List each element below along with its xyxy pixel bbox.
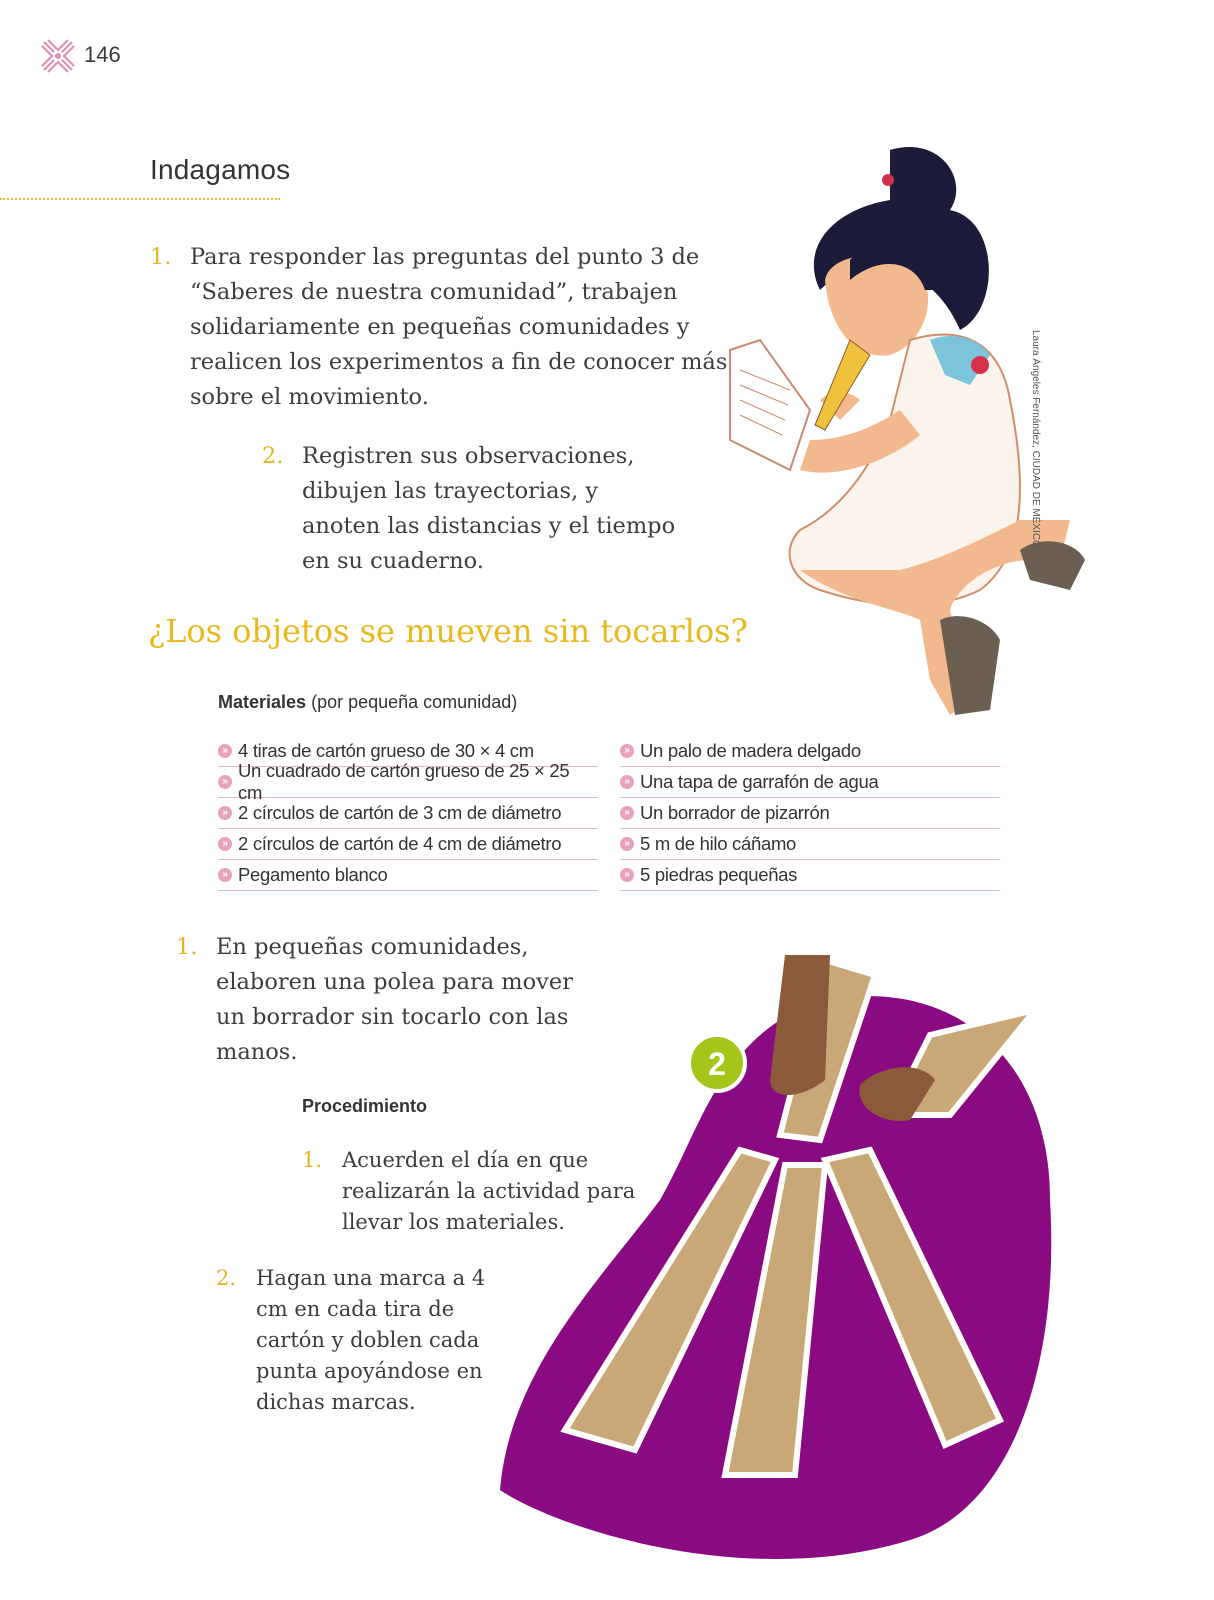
- cardboard-strips-photo: [490, 950, 1214, 1600]
- chevron-right-icon: »: [620, 868, 634, 882]
- step-text: Acuerden el día en que realizarán la actividad para llevar los materiales.: [342, 1148, 636, 1234]
- list-item: » Un cuadrado de cartón grueso de 25 × 25 cm: [218, 767, 598, 798]
- materials-heading: [218, 692, 517, 713]
- materials-list-left: [218, 736, 598, 891]
- activity-subtitle: ¿Los objetos se mueven sin tocarlos?: [148, 612, 748, 650]
- illustrator-credit: Laura Ángeles Fernández, CIUDAD DE MÉXICO: [1030, 330, 1041, 548]
- procedure-step-1: [302, 1145, 642, 1238]
- step-number: 2.: [216, 1266, 237, 1290]
- step-badge: 2: [708, 1046, 726, 1082]
- page-ornament-icon: [40, 38, 76, 74]
- list-item: » 2 círculos de cartón de 3 cm de diámetro: [218, 798, 598, 829]
- step-number: 1.: [150, 244, 172, 270]
- step-number: 1.: [176, 934, 198, 960]
- step-text: Hagan una marca a 4 cm en cada tira de cartón y doblen cada punta apoyándose en dichas marcas.: [256, 1266, 486, 1414]
- section-title: Indagamos: [150, 154, 291, 185]
- step-text: Para responder las preguntas del punto 3 de “Saberes de nuestra comunidad”, trabajen solidariamente en pequeñas comunidades y realicen los experimentos a fin de conocer más sobre el movimiento.: [190, 244, 728, 410]
- section-divider: [0, 198, 280, 200]
- step-number: 2.: [262, 443, 284, 469]
- list-item: » 5 piedras pequeñas: [620, 860, 1000, 891]
- page-number: 146: [84, 42, 121, 67]
- procedure-heading: Procedimiento: [302, 1096, 428, 1116]
- chevron-right-icon: »: [620, 775, 634, 789]
- chevron-right-icon: »: [218, 806, 232, 820]
- list-item: » 4 tiras de cartón grueso de 30 × 4 cm: [218, 736, 598, 767]
- chevron-right-icon: »: [218, 837, 232, 851]
- investigation-step-2: [262, 439, 682, 579]
- list-item: » 5 m de hilo cáñamo: [620, 829, 1000, 860]
- materials-list-right: [620, 736, 1000, 891]
- chevron-right-icon: »: [620, 837, 634, 851]
- investigation-step-1: [150, 240, 730, 415]
- chevron-right-icon: »: [218, 775, 232, 789]
- list-item: » Una tapa de garrafón de agua: [620, 767, 1000, 798]
- step-number: 1.: [302, 1148, 323, 1172]
- activity-step-1: [176, 930, 576, 1070]
- list-item: » Pegamento blanco: [218, 860, 598, 891]
- materials-heading-note: (por pequeña comunidad): [311, 692, 518, 712]
- list-item: » Un palo de madera delgado: [620, 736, 1000, 767]
- chevron-right-icon: »: [218, 744, 232, 758]
- chevron-right-icon: »: [620, 744, 634, 758]
- list-item: » 2 círculos de cartón de 4 cm de diámetro: [218, 829, 598, 860]
- procedure-step-2: [216, 1263, 516, 1418]
- chevron-right-icon: »: [218, 868, 232, 882]
- materials-heading-label: Materiales: [218, 692, 307, 712]
- step-text: Registren sus observaciones, dibujen las trayectorias, y anoten las distancias y el tiempo en su cuaderno.: [302, 443, 676, 574]
- list-item: » Un borrador de pizarrón: [620, 798, 1000, 829]
- chevron-right-icon: »: [620, 806, 634, 820]
- step-text: En pequeñas comunidades, elaboren una polea para mover un borrador sin tocarlo con las manos.: [216, 934, 573, 1065]
